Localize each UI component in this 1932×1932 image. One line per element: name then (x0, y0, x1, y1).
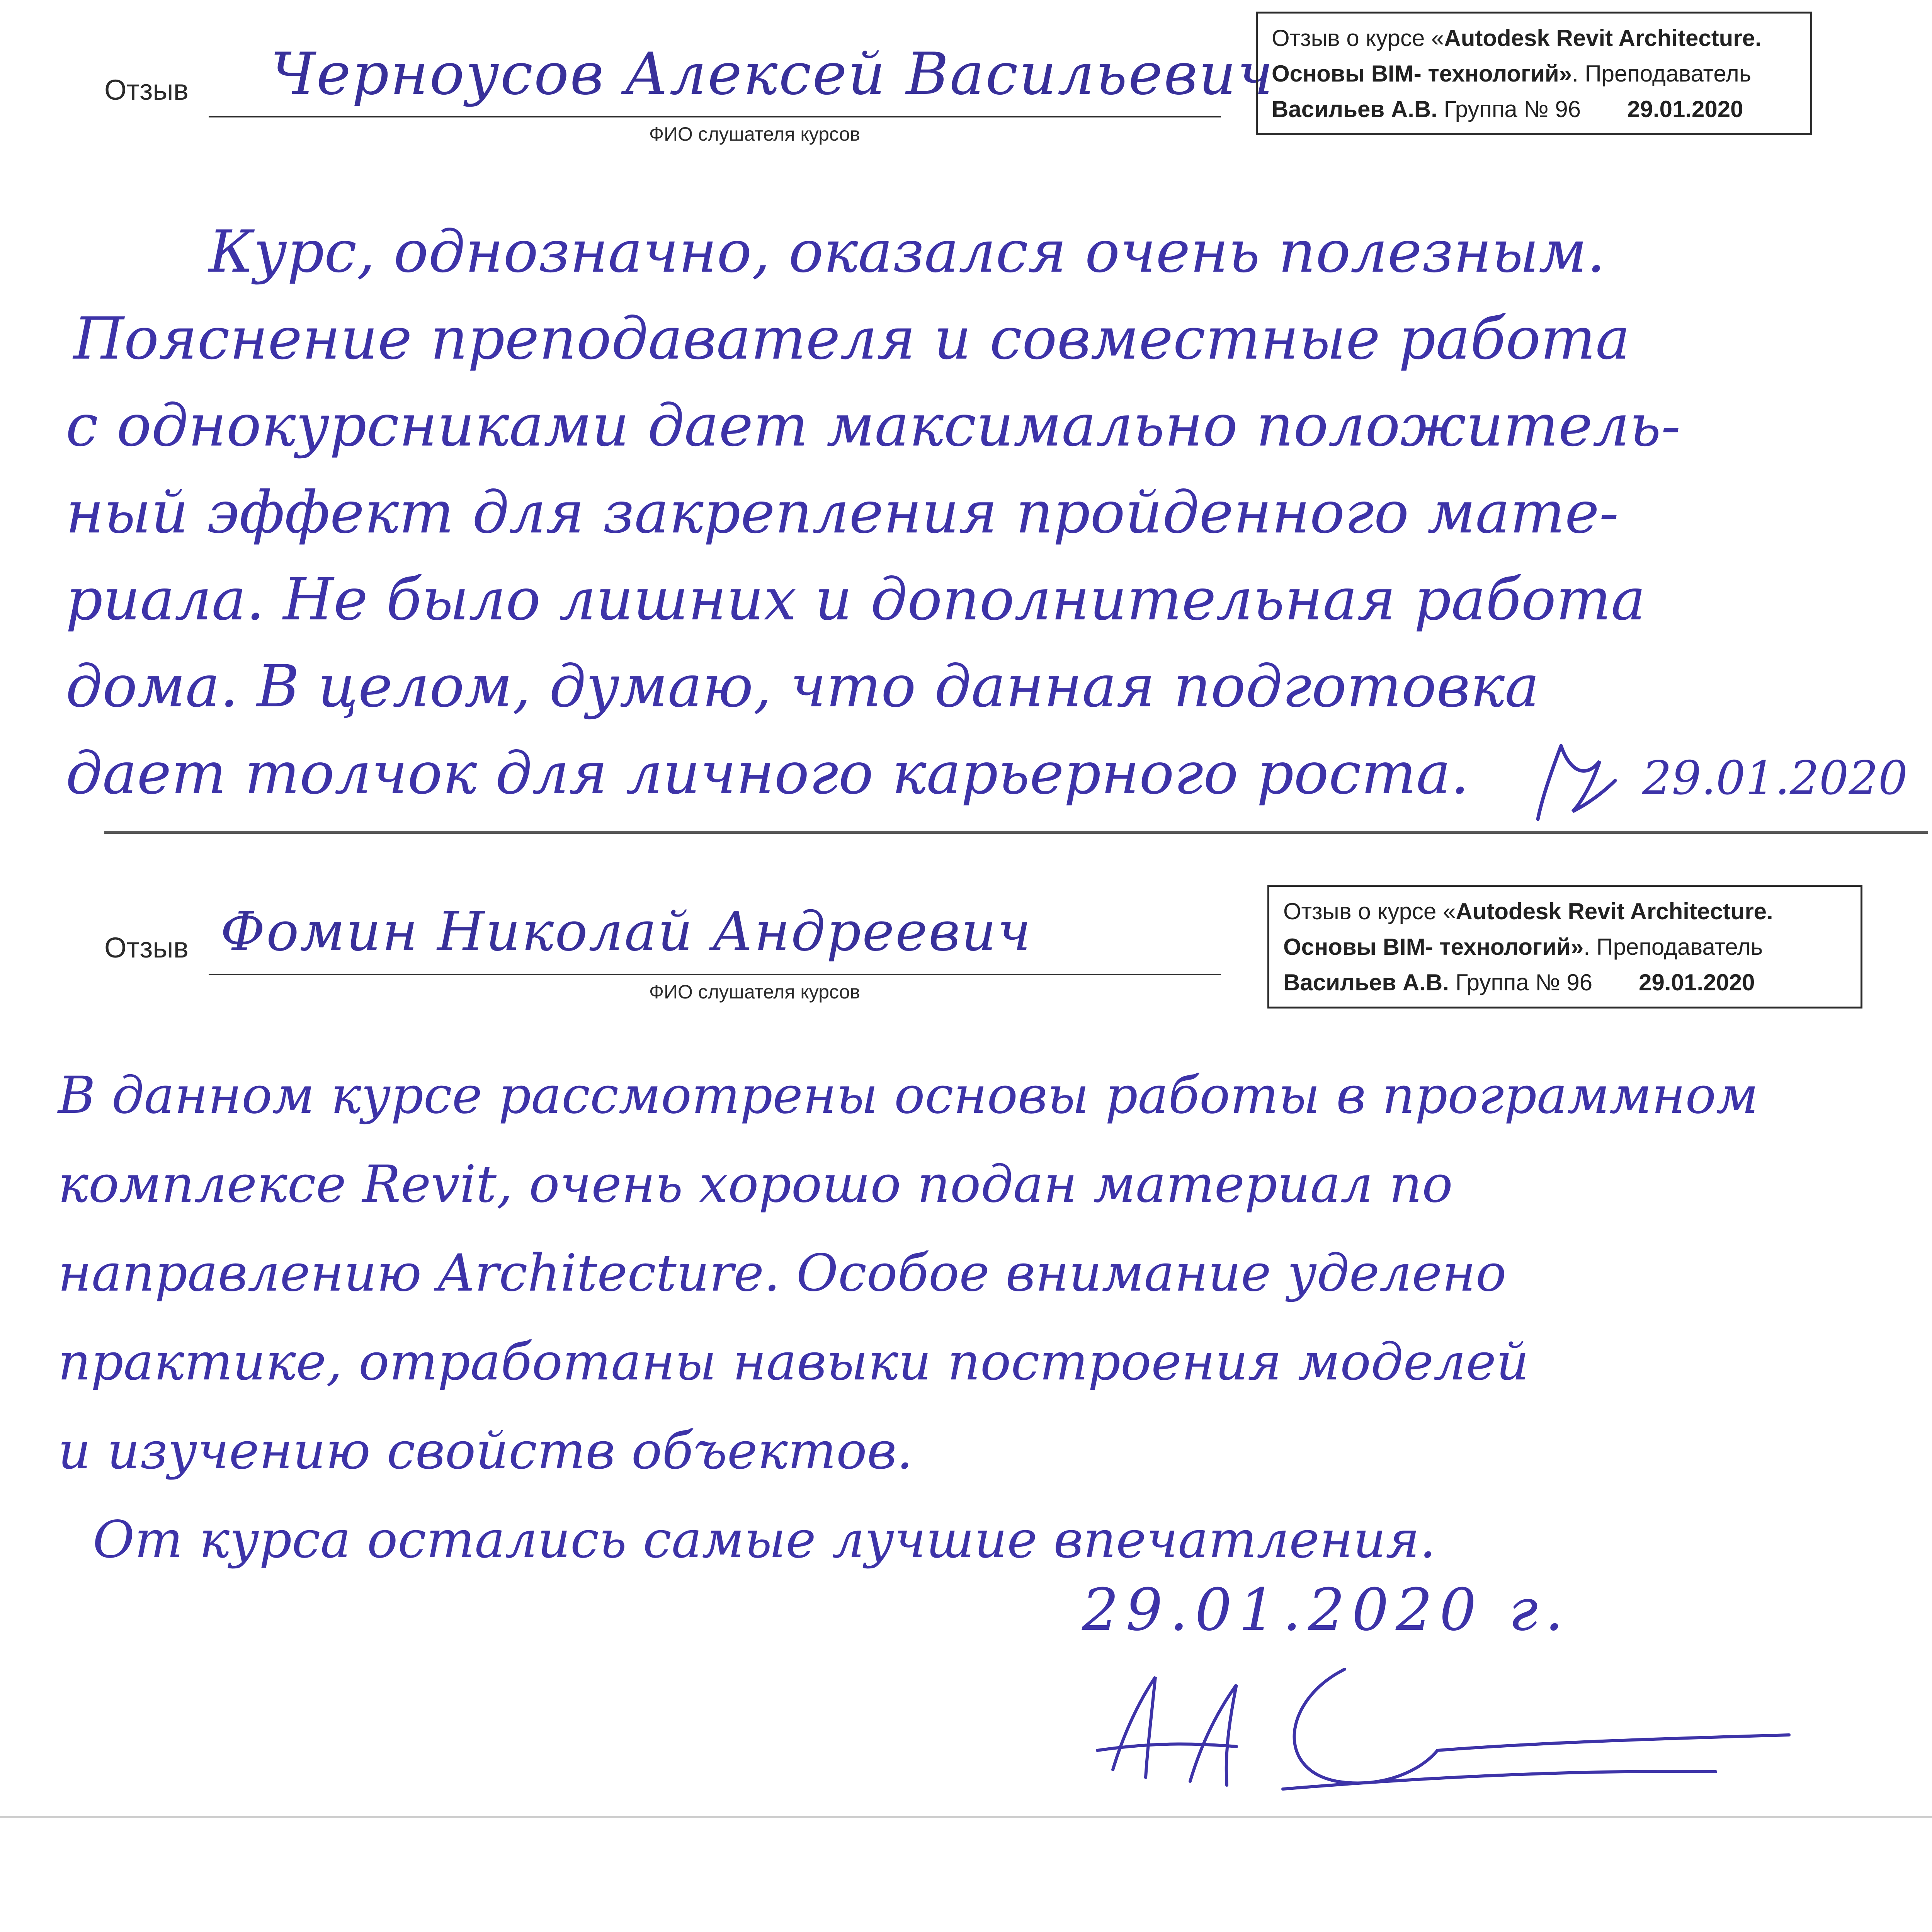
course-line-2 (1283, 929, 1845, 965)
review-text-line: дает толчок для личного карьерного роста. (66, 740, 1469, 807)
review-text-line: От курса остались самые лучшие впечатления. (93, 1510, 1436, 1570)
fio-caption: ФИО слушателя курсов (649, 123, 860, 145)
signature-2 (1074, 1654, 1866, 1801)
teacher-suffix: . Преподаватель (1572, 61, 1752, 87)
cut-line (0, 1816, 1932, 1818)
teacher-name: Васильев А.В. (1283, 969, 1449, 995)
review-text-line: комплексе Revit, очень хорошо подан материал по (58, 1155, 1453, 1214)
review-text-line: В данном курсе рассмотрены основы работы в программном (58, 1066, 1759, 1125)
signature-date: 29.01.2020 г. (1082, 1577, 1571, 1644)
course-title-1: Autodesk Revit Architecture. (1444, 25, 1762, 51)
review-form-3 (0, 1835, 1932, 1932)
signature-date: 29.01.2020 (1642, 752, 1908, 805)
cut-line (104, 831, 1928, 834)
review-label: Отзыв (104, 932, 189, 964)
review-text (66, 209, 1681, 817)
review-label: Отзыв (104, 74, 189, 106)
review-form-1 (0, 0, 1932, 835)
review-form-2 (0, 835, 1932, 1835)
course-prefix: Отзыв о курсе « (1272, 25, 1444, 51)
review-text-line: практике, отработаны навыки построения моделей (58, 1332, 1529, 1392)
name-underline (209, 974, 1221, 975)
group-number: Группа № 96 (1444, 96, 1581, 122)
course-line-1 (1272, 20, 1795, 56)
signature-1 (1526, 734, 1627, 827)
course-line-1 (1283, 894, 1845, 929)
fio-caption: ФИО слушателя курсов (649, 981, 860, 1003)
review-text-line: с однокурсниками дает максимально положитель- (66, 392, 1681, 459)
student-name: Черноусов Алексей Васильевич (270, 41, 1275, 108)
course-line-3 (1272, 92, 1795, 127)
teacher-name: Васильев А.В. (1272, 96, 1437, 122)
review-text (58, 1051, 1759, 1584)
course-line-2 (1272, 56, 1795, 92)
student-name: Фомин Николай Андреевич (220, 900, 1032, 963)
review-text-line: дома. В целом, думаю, что данная подготовка (66, 653, 1539, 720)
course-title-2: Основы BIM- технологий» (1283, 934, 1584, 960)
teacher-suffix: . Преподаватель (1583, 934, 1763, 960)
review-text-line: и изучению свойств объектов. (58, 1421, 913, 1481)
course-prefix: Отзыв о курсе « (1283, 898, 1456, 924)
group-number: Группа № 96 (1455, 969, 1593, 995)
review-text-line: Пояснение преподавателя и совместные работа (73, 305, 1630, 372)
course-date: 29.01.2020 (1627, 96, 1743, 122)
course-title-2: Основы BIM- технологий» (1272, 61, 1572, 87)
course-info-box (1267, 885, 1862, 1009)
course-title-1: Autodesk Revit Architecture. (1456, 898, 1773, 924)
review-text-line: ный эффект для закрепления пройденного мате- (66, 479, 1619, 546)
review-text-line: риала. Не было лишних и дополнительная работа (66, 566, 1646, 633)
review-text-line: Курс, однозначно, оказался очень полезным. (209, 218, 1605, 286)
course-date: 29.01.2020 (1639, 969, 1755, 995)
name-underline (209, 116, 1221, 117)
review-text-line: направлению Architecture. Особое внимание уделено (58, 1243, 1507, 1303)
course-info-box (1256, 12, 1812, 135)
course-line-3 (1283, 965, 1845, 1000)
